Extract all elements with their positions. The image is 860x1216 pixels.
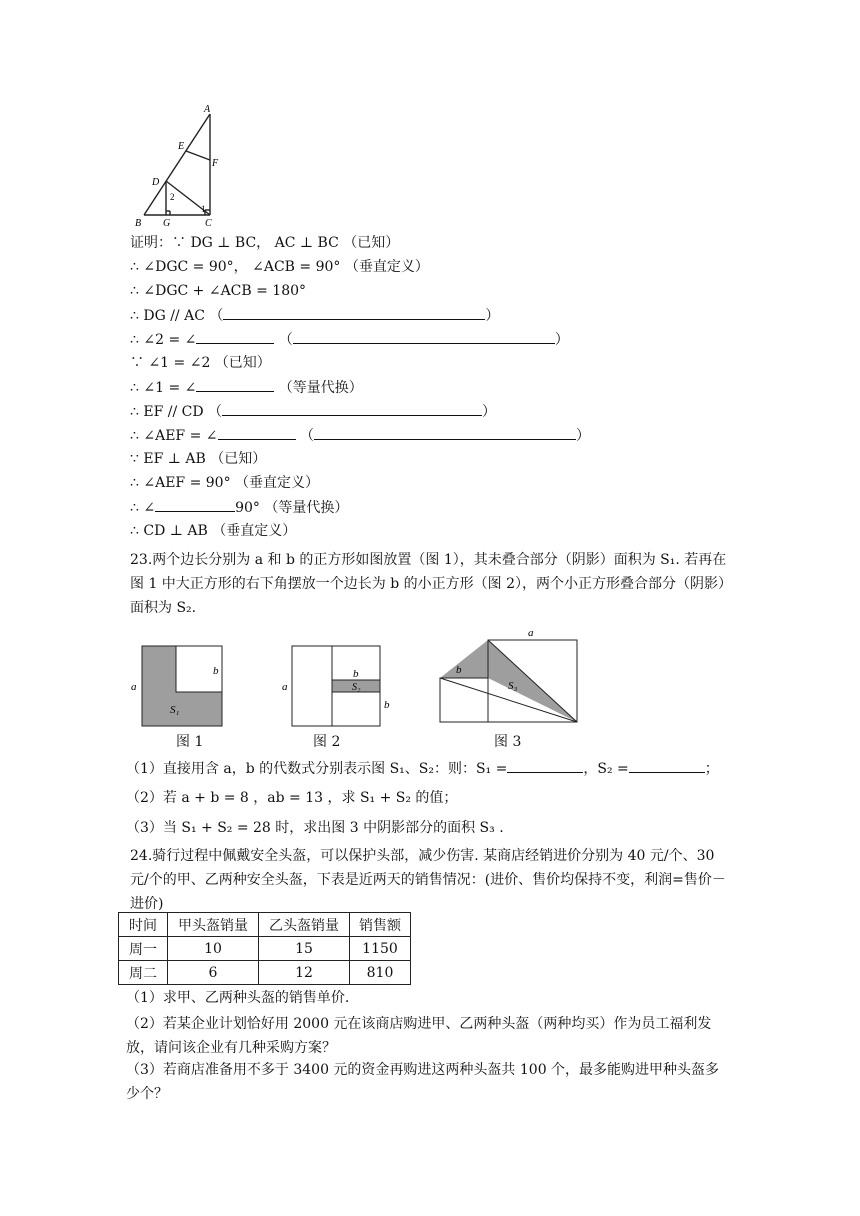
label-E: E: [178, 141, 185, 152]
blank-S2[interactable]: [629, 758, 705, 773]
blank-angle-7[interactable]: [196, 377, 274, 392]
sales-table: [118, 912, 411, 985]
proof-line-2: ∴ ∠DGC = 90°， ∠ACB = 90° （垂直定义）: [130, 259, 429, 275]
proof-line-11: ∴ ∠AEF = 90° （垂直定义）: [130, 475, 320, 491]
proof-line-12-end: 90° （等量代换）: [235, 500, 349, 516]
proof-line-3: ∴ ∠DGC + ∠ACB = 180°: [130, 283, 307, 299]
proof-line-10: ∵ EF ⊥ AB （已知）: [130, 451, 267, 467]
q24-intro: 24.骑行过程中佩戴安全头盔，可以保护头部，减少伤害. 某商店经销进价分别为 40 元/个、30 元/个的甲、乙两种安全头盔，下表是近两天的销售情况：(进价、售价均保持不变，利润=售价－进价): [130, 848, 726, 912]
q23-part-1-text: （1）直接用含 a，b 的代数式分别表示图 S₁、S₂：则：S₁ =: [126, 761, 508, 777]
q23-part-2: （2）若 a + b = 8 ，ab = 13 ，求 S₁ + S₂ 的值；: [126, 790, 458, 806]
proof-line-7: [130, 377, 363, 398]
table-cell: 15: [259, 937, 350, 961]
fig3-label-b: b: [456, 664, 462, 676]
blank-angle-5[interactable]: [196, 329, 274, 344]
table-header: 销售额: [350, 913, 411, 937]
proof-line-8: [130, 401, 496, 422]
q23-part-1: [126, 758, 719, 779]
proof-line-7-end: （等量代换）: [274, 380, 363, 396]
blank-reason-4[interactable]: [223, 305, 485, 320]
caption-fig3: 图 3: [494, 734, 522, 750]
triangle-figure: [130, 100, 230, 228]
blank-angle-9[interactable]: [218, 425, 296, 440]
proof-line-4-text: ∴ DG // AC （: [130, 308, 224, 324]
table-header: 乙头盔销量: [259, 913, 350, 937]
blank-angle-12[interactable]: [155, 497, 235, 512]
proof-line-5-end: ）: [554, 332, 569, 348]
blank-S1[interactable]: [507, 758, 583, 773]
proof-line-1: 证明：∵ DG ⊥ BC， AC ⊥ BC （已知）: [130, 235, 400, 251]
proof-line-6: ∵ ∠1 = ∠2 （已知）: [130, 355, 271, 371]
proof-line-12: [130, 497, 348, 518]
fig2-label-b-right: b: [384, 699, 390, 711]
q23-intro: 23.两个边长分别为 a 和 b 的正方形如图放置（图 1），其未叠合部分（阴影）面积为 S₁. 若再在图 1 中大正方形的右下角摆放一个边长为 b 的小正方形（图 2），两个小正方形叠合部分（阴影）面积为 S₂.: [130, 552, 727, 616]
proof-line-8-text: ∴ EF // CD （: [130, 404, 223, 420]
q24-part-1: （1）求甲、乙两种头盔的销售单价.: [126, 990, 350, 1006]
proof-line-4-end: ）: [485, 308, 500, 324]
table-cell: 6: [168, 961, 259, 985]
q23-part-3: （3）当 S₁ + S₂ = 28 时，求出图 3 中阴影部分的面积 S₃ .: [126, 820, 504, 836]
table-cell: 12: [259, 961, 350, 985]
q23-figure-3: [430, 624, 590, 724]
label-G: G: [163, 218, 171, 228]
proof-line-13: ∴ CD ⊥ AB （垂直定义）: [130, 523, 297, 539]
q23-part-1-end: ；: [704, 761, 719, 777]
table-header-row: [119, 913, 411, 937]
proof-line-9-mid: （: [295, 428, 314, 444]
label-B: B: [135, 218, 142, 228]
blank-reason-8[interactable]: [222, 401, 482, 416]
q23-figure-1: [128, 640, 238, 732]
caption-fig2: 图 2: [313, 734, 341, 750]
proof-line-9-text: ∴ ∠AEF = ∠: [130, 428, 218, 444]
table-header: 甲头盔销量: [168, 913, 259, 937]
label-angle-2: 2: [170, 192, 175, 202]
blank-reason-9[interactable]: [314, 425, 576, 440]
table-cell: 周二: [119, 961, 168, 985]
q23-figure-2: [280, 640, 400, 732]
label-D: D: [152, 177, 160, 188]
proof-line-12-text: ∴ ∠: [130, 500, 156, 516]
table-header: 时间: [119, 913, 168, 937]
proof-line-7-text: ∴ ∠1 = ∠: [130, 380, 197, 396]
proof-line-9: [130, 425, 590, 446]
proof-line-5-mid: （: [274, 332, 293, 348]
table-cell: 周一: [119, 937, 168, 961]
caption-fig1: 图 1: [176, 734, 204, 750]
fig2-label-S2: S₂: [352, 682, 361, 693]
proof-line-4: [130, 305, 499, 326]
fig1-label-b: b: [213, 665, 219, 677]
blank-reason-5[interactable]: [293, 329, 555, 344]
proof-line-9-end: ）: [575, 428, 590, 444]
table-row: [119, 961, 411, 985]
fig3-label-S3: S₃: [508, 680, 518, 692]
table-row: [119, 937, 411, 961]
label-angle-1: 1: [201, 204, 206, 214]
table-cell: 810: [350, 961, 411, 985]
table-cell: 10: [168, 937, 259, 961]
q24-part-2: （2）若某企业计划恰好用 2000 元在该商店购进甲、乙两种头盔（两种均买）作为员工福利发放，请问该企业有几种采购方案？: [126, 1016, 712, 1056]
fig2-label-a: a: [282, 681, 288, 693]
proof-line-5-text: ∴ ∠2 = ∠: [130, 332, 197, 348]
table-cell: 1150: [350, 937, 411, 961]
q23-part-1-mid: ，S₂ =: [583, 761, 629, 777]
fig2-label-b-top: b: [353, 668, 359, 680]
label-A: A: [204, 104, 211, 115]
label-C: C: [205, 218, 212, 228]
label-F: F: [212, 158, 219, 169]
fig3-label-a: a: [528, 627, 534, 639]
proof-line-8-end: ）: [482, 404, 497, 420]
q24-part-3: （3）若商店准备用不多于 3400 元的资金再购进这两种头盔共 100 个，最多能购进甲种头盔多少个？: [126, 1062, 720, 1102]
proof-line-5: [130, 329, 569, 350]
fig1-label-a: a: [131, 681, 137, 693]
fig1-label-S1: S₁: [170, 704, 180, 716]
